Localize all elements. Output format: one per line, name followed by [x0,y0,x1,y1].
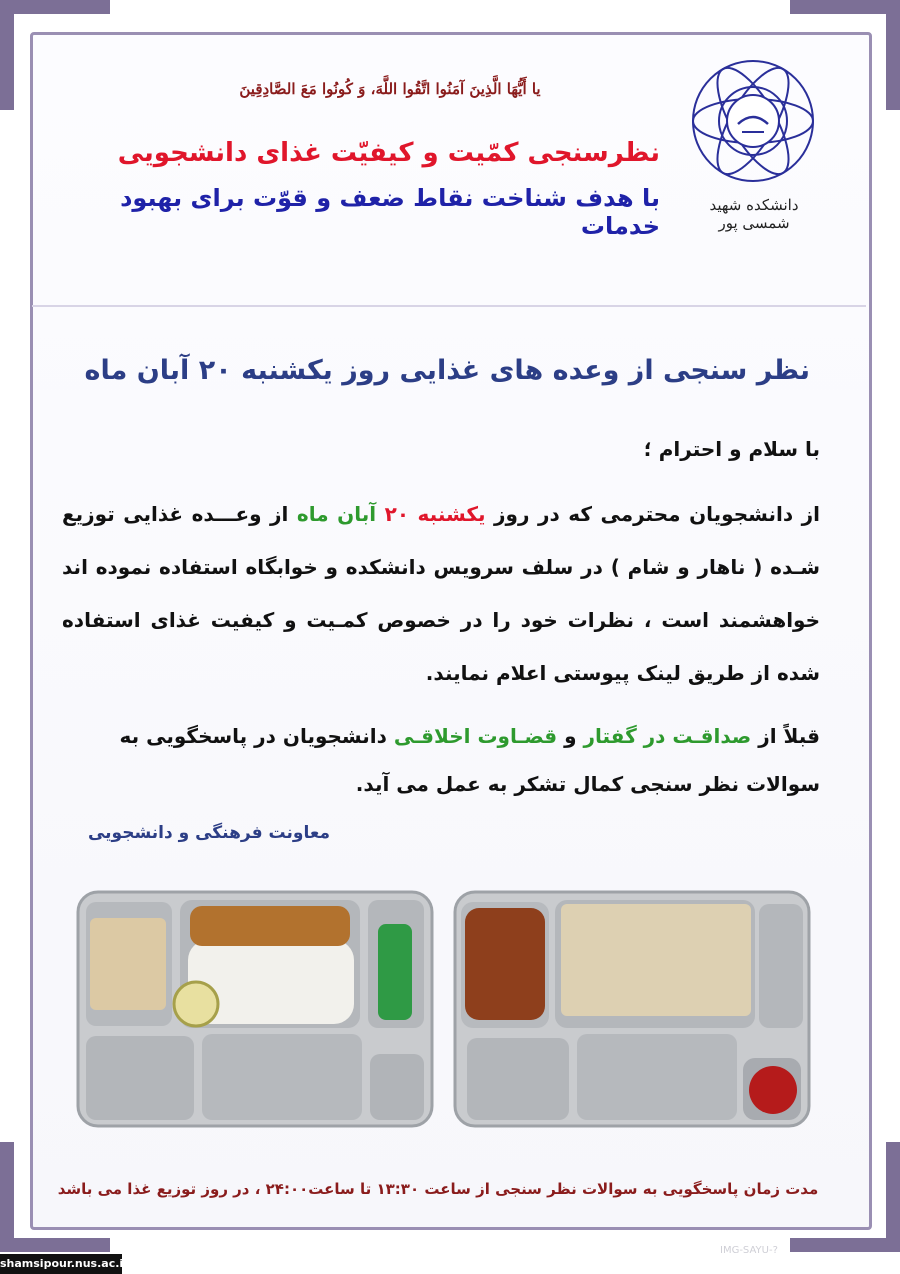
quran-verse: یا أَیُّهَا الَّذِینَ آمَنُوا اتَّقُوا اللَّهَ، وَ کُونُوا مَعَ الصَّادِقِینَ [239,80,541,98]
frame-corner [0,1238,110,1252]
announcement-paragraph [62,488,820,700]
university-logo-icon [688,56,818,186]
page-title: نظرسنجی کمّیت و کیفیّت غذای دانشجویی [117,138,660,168]
page-subtitle: با هدف شناخت نقاط ضعف و قوّت برای بهبود خدمات [120,184,660,240]
frame-corner [0,1142,14,1252]
food-tray-photo-lunch [76,888,434,1130]
date-highlight: یکشنبه ۲۰ [384,502,486,526]
paragraph-text: قبلاً از [751,724,820,748]
paragraph-text: دانشجویان در پاسخگویی به سوالات نظر سنجی کمال تشکر به عمل می آید. [119,724,820,796]
frame-corner [790,1238,900,1252]
site-url-badge[interactable]: shamsipour.nus.ac.ir [0,1254,122,1274]
paragraph-text: از وعـــده غذایی توزیع شـده ( ناهار و شام ) در سلف سرویس دانشکده و خوابگاه استفاده نموده اند خواهشمند است ، نظرات خود را در خصوص کمـیت و کیفیت غذای استفاده شده از طریق لینک پیوستی اعلام نمایند. [62,502,820,685]
paragraph-text: و [557,724,584,748]
photo-watermark: IMG-SAYU-? [720,1245,778,1256]
footer-note: مدت زمان پاسخگویی به سوالات نظر سنجی از ساعت ۱۳:۳۰ تا ساعت۲۴:۰۰ ، در روز توزیع غذا می باشد [57,1180,819,1198]
honesty-highlight: صداقـت در گفتار [583,724,752,748]
greeting: با سلام و احترام ؛ [643,437,820,461]
food-tray-photo-dinner [453,888,811,1130]
frame-corner [0,0,110,14]
section-title: نظر سنجی از وعده های غذایی روز یکشنبه ۲۰ آبان ماه [84,355,810,386]
frame-corner [790,0,900,14]
frame-corner [0,0,14,110]
frame-corner [886,0,900,110]
header-divider [32,305,866,307]
signature: معاونت فرهنگی و دانشجویی [87,823,330,843]
logo-caption: دانشکده شهید شمسی پور [709,196,799,232]
thanks-paragraph [62,712,820,808]
month-highlight: آبان ماه [288,502,385,526]
ethics-highlight: قضـاوت اخلاقـی [393,724,558,748]
paragraph-text: از دانشجویان محترمی که در روز [485,502,820,526]
frame-corner [886,1142,900,1252]
